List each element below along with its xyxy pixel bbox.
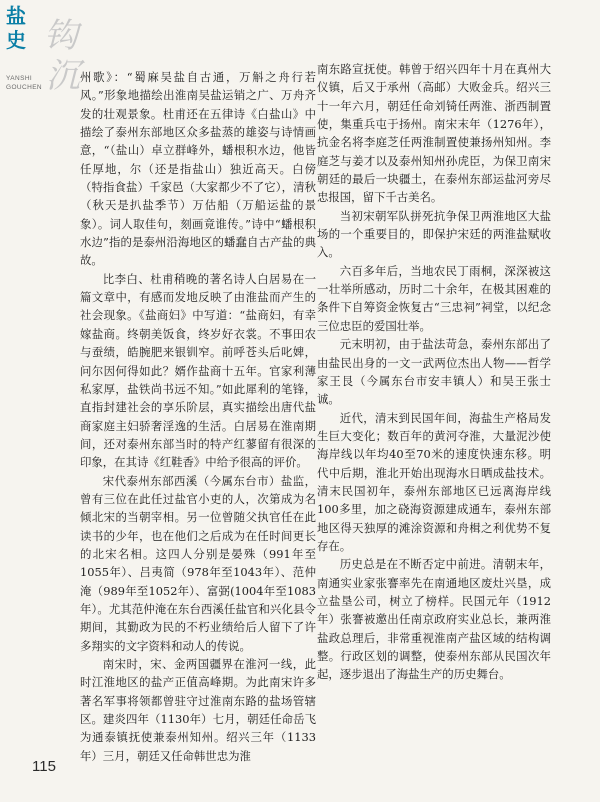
paragraph: 比李白、杜甫稍晚的著名诗人白居易在一篇文章中，有感而发地反映了由淮盐而产生的社会现象。《盐商妇》中写道：“盐商妇，有幸嫁盐商。终朝美饭食，终岁好衣裳。不事田农与蚕绩，皓腕肥来银钏窄。前呼苍头后叱婢，问尔因何得如此？婿作盐商十五年。官家利薄私家厚，盐铁尚书远不知。”如此犀利的笔锋，直指封建社会的享乐阶层，真实描绘出唐代盐商家庭主妇骄奢淫逸的生活。白居易在淮南期间，还对泰州东部当时的特产红蓼留有很深的印象，在其诗《红鞋香》中给予很高的评价。 [80, 271, 316, 470]
logo-text: 盐史 [6, 4, 26, 52]
paragraph: 近代，清末到民国年间，海盐生产格局发生巨大变化；数百年的黄河夺淮，大量泥沙使海岸线以年均40至70米的速度快速东移。明代中后期，淮北开始出现海水日晒成盐技术。清末民国初年，泰州东部地区已远离海岸线100多里，加之硗海资源建成通车，泰州东部地区得天独厚的滩涂资源和舟楫之利优势不复存在。 [317, 410, 551, 553]
paragraph: 州歌》：“蜀麻吴盐自古通，万斛之舟行若风。”形象地描绘出淮南吴盐运销之广、万舟齐发的壮观景象。杜甫还在五律诗《白盐山》中描绘了泰州东部地区众多盐蒸的雄姿与诗情画意，“（盐山）卓立群峰外，蟠根积水边，他皆任厚地，尔（还是指盐山）独近高天。白傍（特指食盐）千家邑（大家都少不了它），清秋（秋天是扒盐季节）万估船（万船运盐的景象）。词人取佳句，刻画竟谁传。”诗中“蟠根积水边”指的是泰州沿海地区的蟠蠢自古产盐的典故。 [80, 70, 316, 268]
paragraph: 南宋时，宋、金两国疆界在淮河一线，此时江淮地区的盐产正值高峰期。为此南宋许多著名军事将领都曾驻守过淮南东路的盐场管辖区。建炎四年（1130年）七月，朝廷任命岳飞为通泰镇抚使兼泰州知州。绍兴三年（1133年）三月，朝廷又任命韩世忠为淮 [80, 657, 316, 763]
paragraph: 历史总是在不断否定中前进。清朝末年，南通实业家张謇率先在南通地区废灶兴垦，成立盐垦公司，树立了榜样。民国元年（1912年）张謇被邀出任南京政府实业总长，兼两淮盐政总理后，非常重视淮南产盐区域的结构调整。行政区划的调整，使泰州东部从民国次年起，逐步退出了海盐生产的历史舞台。 [317, 557, 551, 682]
logo-english [6, 74, 42, 92]
logo-english-2: GOUCHEN [6, 84, 43, 91]
left-column [80, 68, 316, 765]
paragraph: 六百多年后，当地农民丁雨桐，深深被这一壮举所感动，历时二十余年，在极其困难的条件下自筹资金恢复古“三忠祠”祠堂，以纪念三位忠臣的爱国壮举。 [317, 263, 551, 333]
logo-calligraphy-1: 钩 [44, 16, 78, 56]
paragraph: 元末明初，由于盐法苛急，泰州东部出了由盐民出身的一文一武两位杰出人物——哲学家王艮（今属东台市安丰镇人）和吴王张士诚。 [317, 337, 551, 407]
logo-calligraphy-2: 沉 [46, 56, 80, 96]
page-number: 115 [32, 758, 56, 775]
paragraph: 南东路宣抚使。韩曾于绍兴四年十月在真州大仪镇，后又于承州（高邮）大败金兵。绍兴三十一年六月，朝廷任命刘锜任两淮、浙西制置使，集重兵屯于扬州。南宋末年（1276年），抗金名将李庭芝任两淮制置使兼扬州知州。李庭芝与姜才以及泰州知州孙虎臣，为保卫南宋朝廷的最后一块疆土，在泰州东部运盐河旁尽忠报国，留下千古美名。 [317, 62, 551, 205]
paragraph: 当初宋朝军队拼死抗争保卫两淮地区大盐场的一个重要目的，即保护宋廷的两淮盐赋收入。 [317, 208, 551, 260]
paragraph: 宋代泰州东部西溪（今属东台市）盐监，曾有三位在此任过盐官小吏的人，次第成为名倾北宋的当朝宰相。另一位曾随父执官任在此读书的少年，也在他们之后成为在任时间更长的北宋名相。这四人分别是晏殊（991年至1055年）、吕夷简（978年至1043年）、范仲淹（989年至1052年）、富弼(1004年至1083年）。尤其范仲淹在东台西溪任盐官和兴化县令期间，其勤政为民的不朽业绩给后人留下了许多翔实的文字资料和动人的传说。 [80, 473, 316, 653]
right-column [317, 60, 551, 684]
logo-english-1: YANSHI [6, 75, 33, 82]
